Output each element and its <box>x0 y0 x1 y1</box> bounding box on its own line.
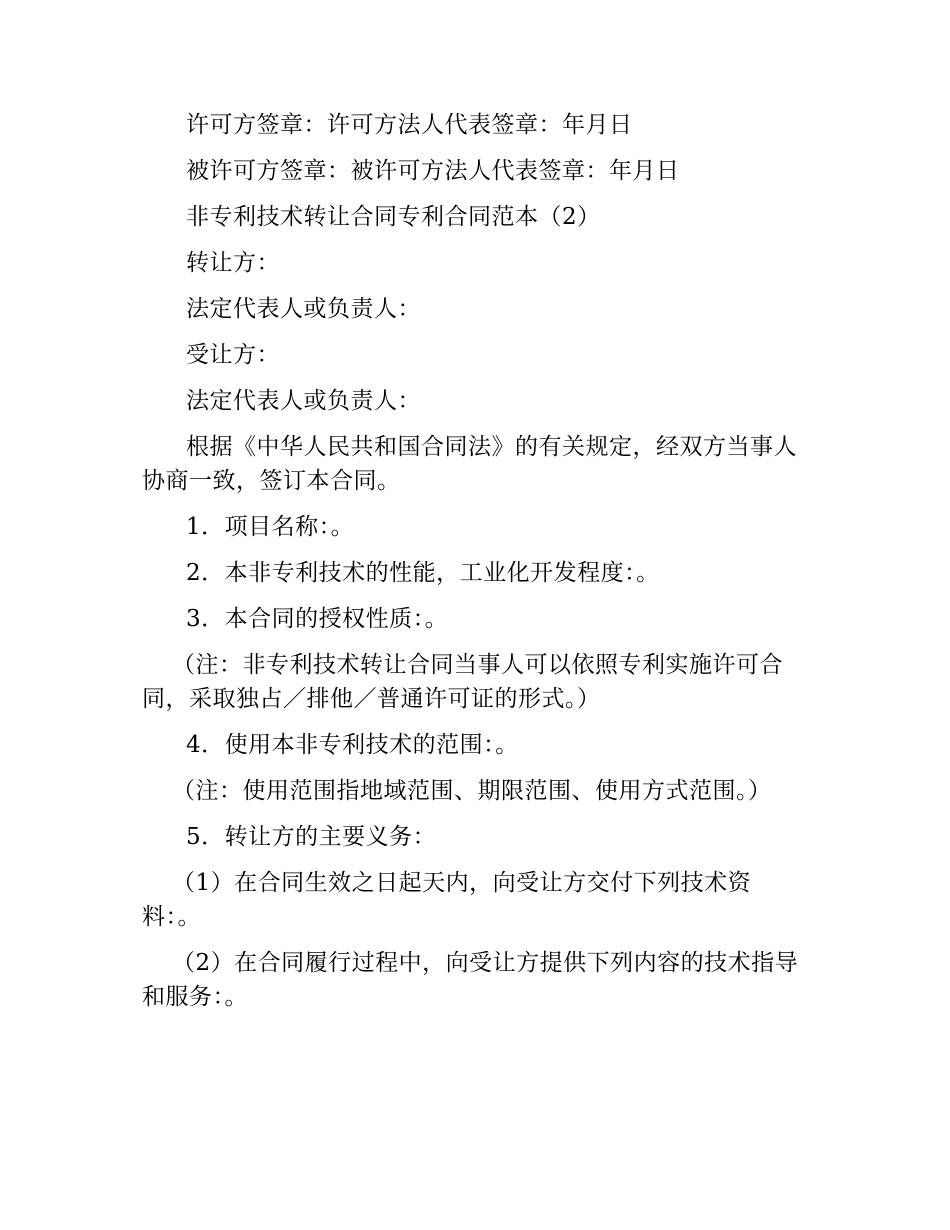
licensor-signature-line: 许可方签章：许可方法人代表签章：年月日 <box>186 112 633 138</box>
clause-2-performance: 2．本非专利技术的性能，工业化开发程度：。 <box>186 560 660 586</box>
obligation-item-1: （1）在合同生效之日起天内，向受让方交付下列技术资料：。 <box>142 870 752 930</box>
clause-5-obligations: 5．转让方的主要义务： <box>186 824 437 850</box>
note-scope: （注：使用范围指地域范围、期限范围、使用方式范围。） <box>172 778 772 804</box>
transferee-representative-field: 法定代表人或负责人： <box>186 388 421 414</box>
clause-3-authorization: 3．本合同的授权性质：。 <box>186 606 449 632</box>
obligation-item-2: （2）在合同履行过程中，向受让方提供下列内容的技术指导和服务：。 <box>142 950 799 1010</box>
transferor-field: 转让方： <box>186 250 280 276</box>
note-authorization: （注：非专利技术转让合同当事人可以依照专利实施许可合同，采取独占／排他／普通许可证的形式。） <box>142 652 783 712</box>
contract-title: 非专利技术转让合同专利合同范本（2） <box>186 204 601 230</box>
licensee-signature-line: 被许可方签章：被许可方法人代表签章：年月日 <box>186 158 680 184</box>
document-body <box>142 108 810 1026</box>
preamble-paragraph: 根据《中华人民共和国合同法》的有关规定，经双方当事人协商一致，签订本合同。 <box>142 434 797 494</box>
transferee-field: 受让方： <box>186 342 280 368</box>
transferor-representative-field: 法定代表人或负责人： <box>186 296 421 322</box>
clause-4-scope: 4．使用本非专利技术的范围：。 <box>186 732 519 758</box>
clause-1-project-name: 1．项目名称：。 <box>186 514 355 540</box>
